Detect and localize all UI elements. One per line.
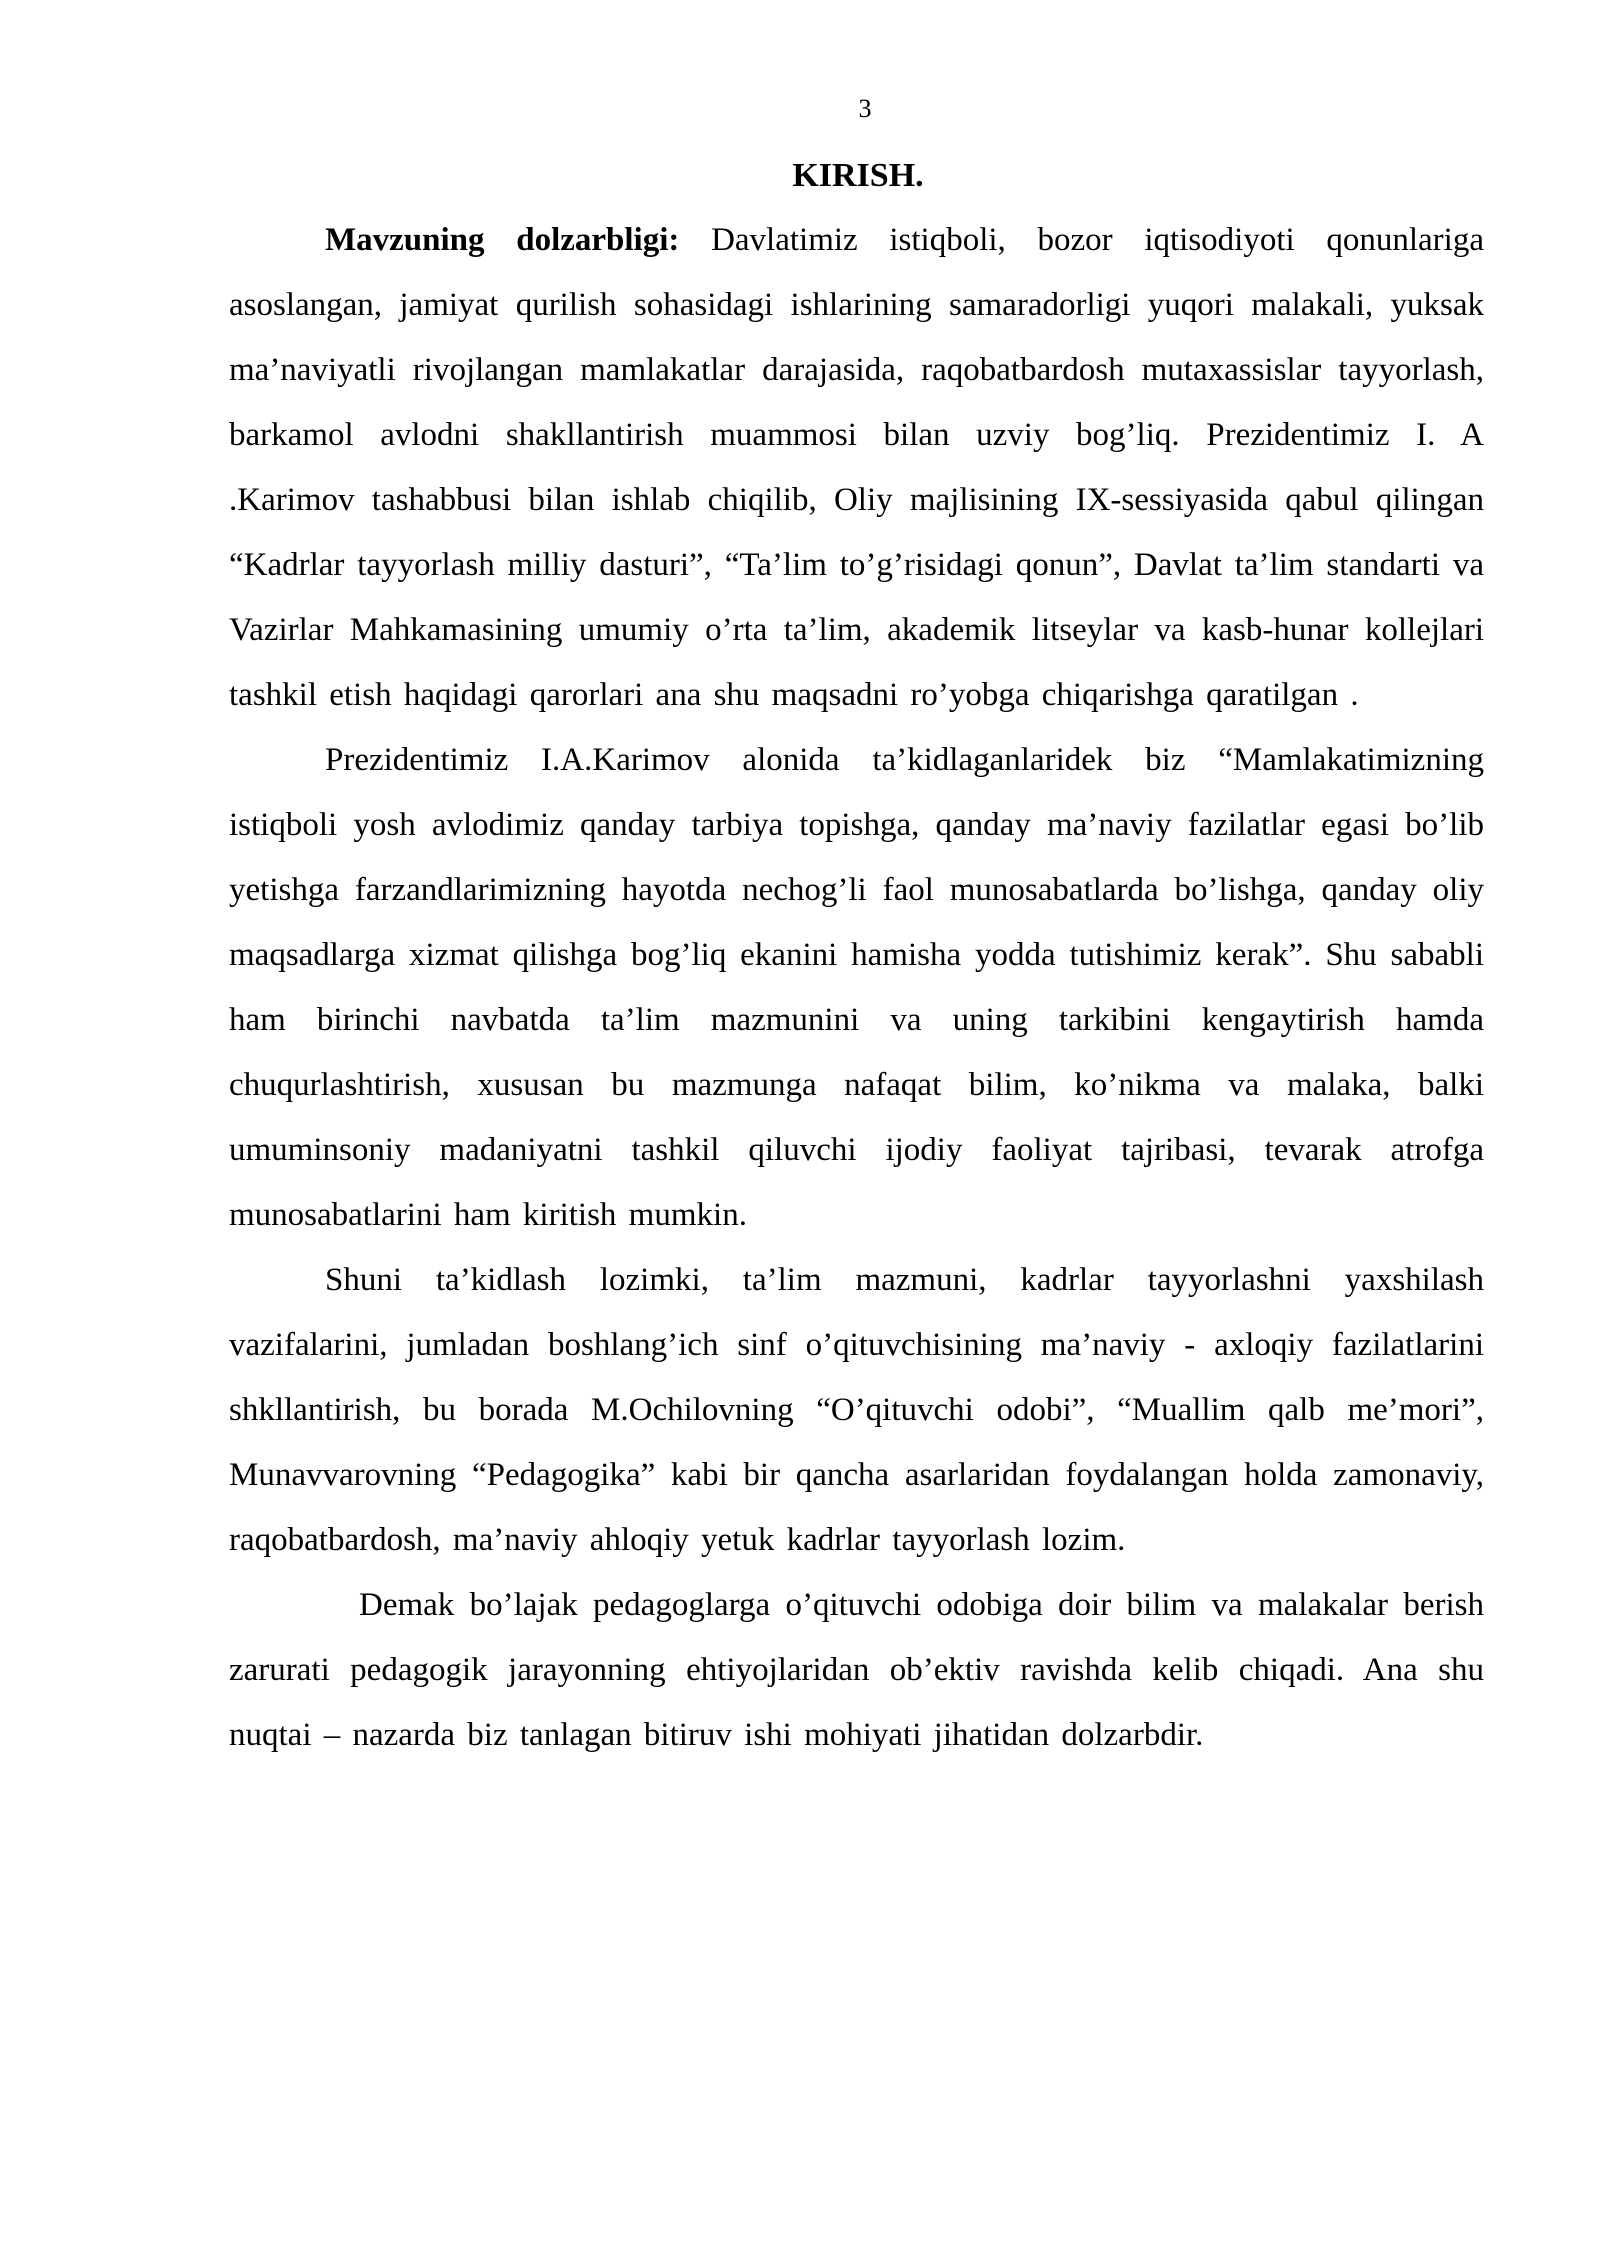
paragraph-conclusion (229, 1573, 1484, 1768)
paragraph-lead: Mavzuning dolzarbligi: (325, 222, 680, 258)
page-title: KIRISH. (792, 157, 924, 194)
paragraph-text: Shuni ta’kidlash lozimki, ta’lim mazmuni, kadrlar tayyorlashni yaxshilash vazifalarini, jumladan boshlang’ich sinf o’qituvchisining ma’naviy - axloqiy fazilatlarini shkllantirish, bu borada M.Ochilovning “O’qituvchi odobi”, “Muallim qalb me’mori”, Munavvarovning “Pedagogika” kabi bir qancha asarlaridan foydalangan holda zamonaviy, raqobatbardosh, ma’naviy ahloqiy yetuk kadrlar tayyorlash lozim. (229, 1262, 1484, 1558)
paragraph-relevance (229, 208, 1484, 728)
document-body (229, 208, 1484, 1768)
paragraph-education-content (229, 1248, 1484, 1573)
paragraph-text: Demak bo’lajak pedagoglarga o’qituvchi odobiga doir bilim va malakalar berish zarurati pedagogik jarayonning ehtiyojlaridan ob’ektiv ravishda kelib chiqadi. Ana shu nuqtai – nazarda biz tanlagan bitiruv ishi mohiyati jihatidan dolzarbdir. (229, 1587, 1484, 1753)
page-number: 3 (858, 94, 872, 123)
paragraph-text: Davlatimiz istiqboli, bozor iqtisodiyoti qonunlariga asoslangan, jamiyat qurilish sohasidagi ishlarining samaradorligi yuqori malakali, yuksak ma’naviyatli rivojlangan mamlakatlar darajasida, raqobatbardosh mutaxassislar tayyorlash, barkamol avlodni shakllantirish muammosi bilan uzviy bog’liq. Prezidentimiz I. A .Karimov tashabbusi bilan ishlab chiqilib, Oliy majlisining IX-sessiyasida qabul qilingan “Kadrlar tayyorlash milliy dasturi”, “Ta’lim to’g’risidagi qonun”, Davlat ta’lim standarti va Vazirlar Mahkamasining umumiy o’rta ta’lim, akademik litseylar va kasb-hunar kollejlari tashkil etish haqidagi qarorlari ana shu maqsadni ro’yobga chiqarishga qaratilgan . (229, 222, 1484, 713)
paragraph-president-quote (229, 728, 1484, 1248)
paragraph-text: Prezidentimiz I.A.Karimov alonida ta’kidlaganlaridek biz “Mamlakatimizning istiqboli yosh avlodimiz qanday tarbiya topishga, qanday ma’naviy fazilatlar egasi bo’lib yetishga farzandlarimizning hayotda nechog’li faol munosabatlarda bo’lishga, qanday oliy maqsadlarga xizmat qilishga bog’liq ekanini hamisha yodda tutishimiz kerak”. Shu sababli ham birinchi navbatda ta’lim mazmunini va uning tarkibini kengaytirish hamda chuqurlashtirish, xususan bu mazmunga nafaqat bilim, ko’nikma va malaka, balki umuminsoniy madaniyatni tashkil qiluvchi ijodiy faoliyat tajribasi, tevarak atrofga munosabatlarini ham kiritish mumkin. (229, 742, 1484, 1233)
